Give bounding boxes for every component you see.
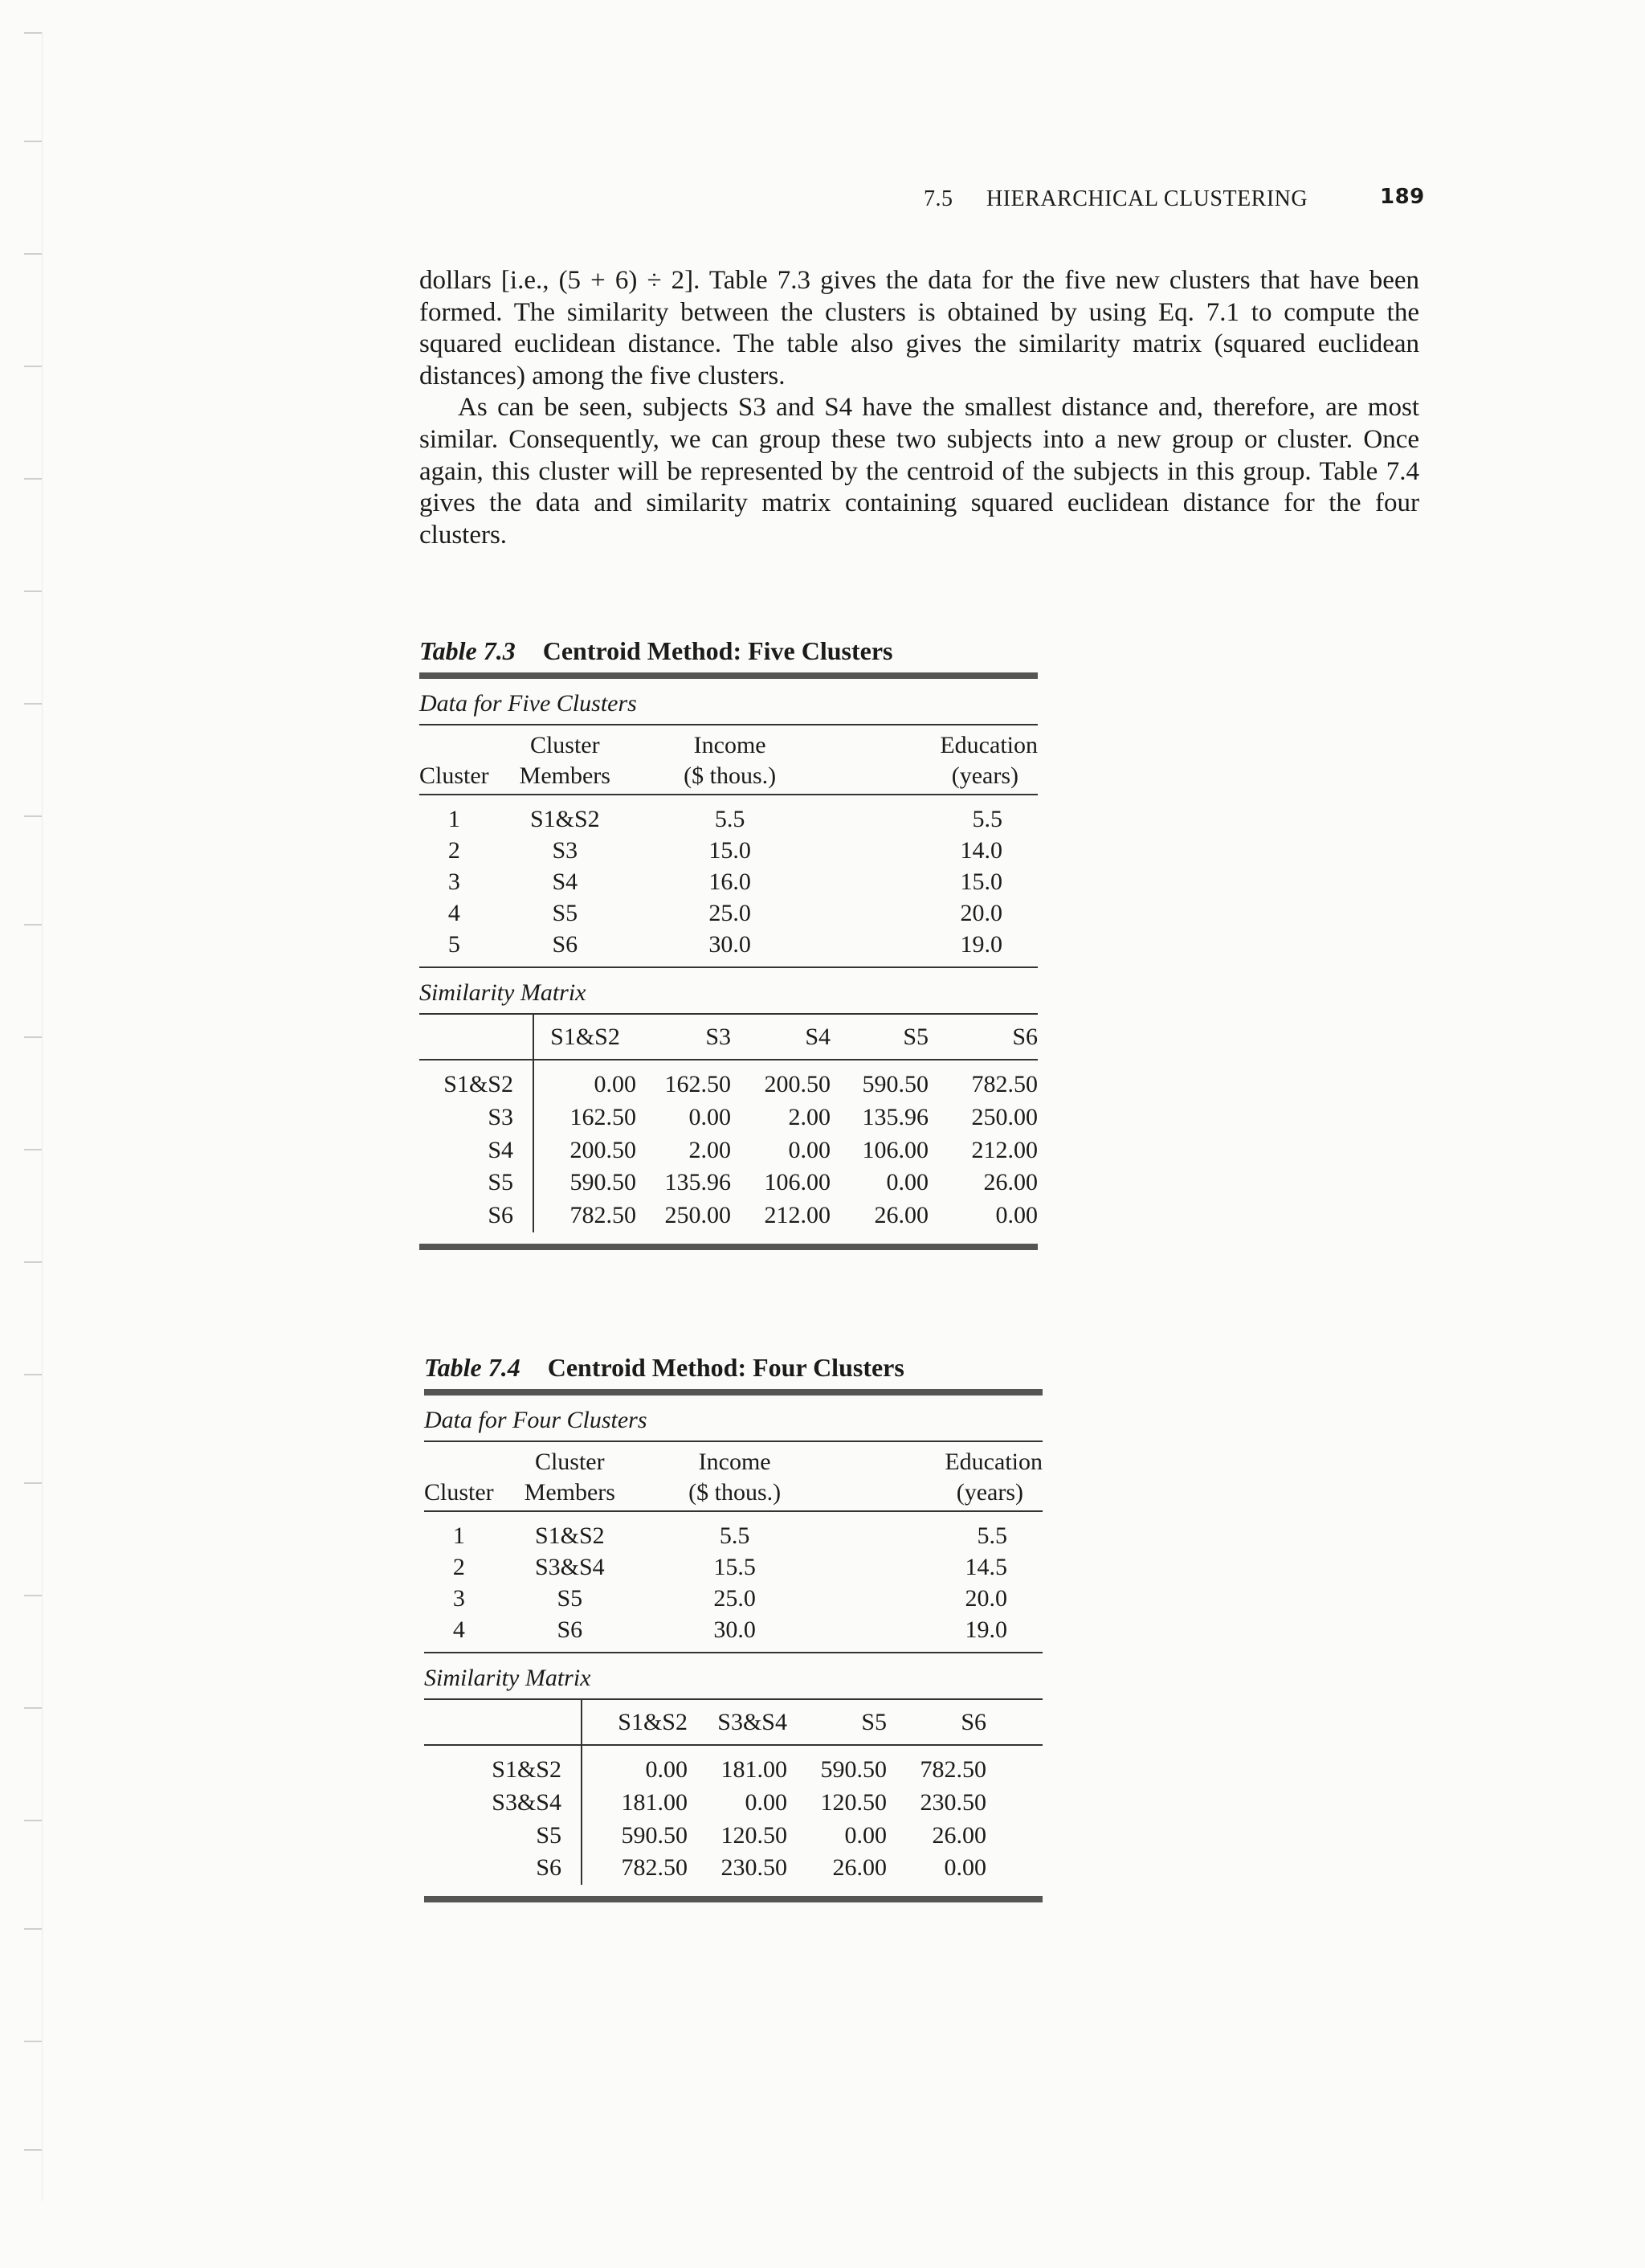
matrix-corner: [419, 1015, 533, 1060]
table-number: Table 7.4: [424, 1353, 520, 1382]
matrix-row: S4 200.50 2.00 0.00 106.00 212.00: [419, 1134, 1038, 1167]
table-row: 1 S1&S2 5.5 5.5: [452, 1522, 1007, 1549]
matrix-subheading: Similarity Matrix: [424, 1665, 591, 1691]
data-table: [419, 725, 1038, 960]
rule: [424, 1652, 1043, 1653]
col-header-education: Education (years): [818, 725, 1038, 795]
table-7-4: [424, 1353, 1043, 1902]
matrix-corner: [424, 1700, 582, 1745]
data-subheading: Data for Five Clusters: [419, 690, 637, 717]
header-row: [424, 1442, 1043, 1511]
col-header-income: Income ($ thous.): [646, 1442, 823, 1511]
body-text: [419, 265, 1419, 551]
col-header-income: Income ($ thous.): [641, 725, 818, 795]
table-row: 4 S6 30.0 19.0: [452, 1616, 1007, 1643]
rule: [419, 966, 1038, 968]
matrix-header-row: S1&S2 S3&S4 S5 S6: [424, 1700, 1043, 1745]
col-header-cluster: Cluster: [419, 725, 489, 795]
col-header-education: Education (years): [823, 1442, 1043, 1511]
col-header-members: Cluster Members: [489, 725, 641, 795]
table-bottom-rule: [424, 1896, 1043, 1902]
data-subheading: Data for Four Clusters: [424, 1407, 647, 1433]
page-number: 189: [1380, 185, 1425, 209]
binding-edge: [0, 0, 48, 2268]
matrix-row: S5 590.50 120.50 0.00 26.00: [424, 1820, 1043, 1853]
section-number: 7.5: [924, 186, 953, 211]
matrix-subheading: Similarity Matrix: [419, 979, 586, 1006]
matrix-row: S6 782.50 230.50 26.00 0.00: [424, 1852, 1043, 1885]
matrix-row: S1&S2 0.00 181.00 590.50 782.50: [424, 1745, 1043, 1787]
matrix-row: S3 162.50 0.00 2.00 135.96 250.00: [419, 1101, 1038, 1134]
data-table: [424, 1442, 1043, 1645]
paragraph-2: As can be seen, subjects S3 and S4 have the smallest distance and, therefore, are most similar. Consequently, we can group these two subjects into a new group or cluster. Once again, this cluster will be represented by the centroid of the subjects in this group. Table 7.4 gives the data and similarity matrix containing squared euclidean distance for the four clusters.: [419, 393, 1419, 550]
similarity-matrix: [424, 1700, 1043, 1885]
table-top-rule: [424, 1389, 1043, 1396]
table-title: Centroid Method: Four Clusters: [547, 1353, 904, 1382]
similarity-matrix: [419, 1015, 1038, 1232]
matrix-row: S1&S2 0.00 162.50 200.50 590.50 782.50: [419, 1060, 1038, 1101]
section-title: HIERARCHICAL CLUSTERING: [986, 186, 1308, 211]
table-caption: [419, 636, 1038, 666]
table-row: 1 S1&S2 5.5 5.5: [447, 806, 1002, 832]
paragraph-1: dollars [i.e., (5 + 6) ÷ 2]. Table 7.3 gives the data for the five new clusters that have been formed. The similarity between the clusters is obtained by using Eq. 7.1 to compute the squared euclidean distance. The table also gives the similarity matrix (squared euclidean distances) among the five clusters.: [419, 266, 1419, 390]
table-row: 2 S3&S4 15.5 14.5: [452, 1554, 1007, 1580]
matrix-row: S6 782.50 250.00 212.00 26.00 0.00: [419, 1199, 1038, 1232]
table-row: 5 S6 30.0 19.0: [447, 931, 1002, 958]
table-row: 4 S5 25.0 20.0: [447, 900, 1002, 926]
table-top-rule: [419, 672, 1038, 679]
table-number: Table 7.3: [419, 636, 516, 665]
table-7-3: [419, 636, 1038, 1250]
matrix-row: S5 590.50 135.96 106.00 0.00 26.00: [419, 1167, 1038, 1199]
col-header-members: Cluster Members: [494, 1442, 646, 1511]
col-header-cluster: Cluster: [424, 1442, 494, 1511]
matrix-header-row: S1&S2 S3 S4 S5 S6: [419, 1015, 1038, 1060]
table-caption: [424, 1353, 1043, 1383]
table-title: Centroid Method: Five Clusters: [542, 636, 893, 665]
table-row: 3 S4 16.0 15.0: [447, 868, 1002, 895]
header-row: [419, 725, 1038, 795]
matrix-row: S3&S4 181.00 0.00 120.50 230.50: [424, 1787, 1043, 1820]
table-row: 3 S5 25.0 20.0: [452, 1585, 1007, 1612]
table-bottom-rule: [419, 1244, 1038, 1250]
table-row: 2 S3 15.0 14.0: [447, 837, 1002, 864]
